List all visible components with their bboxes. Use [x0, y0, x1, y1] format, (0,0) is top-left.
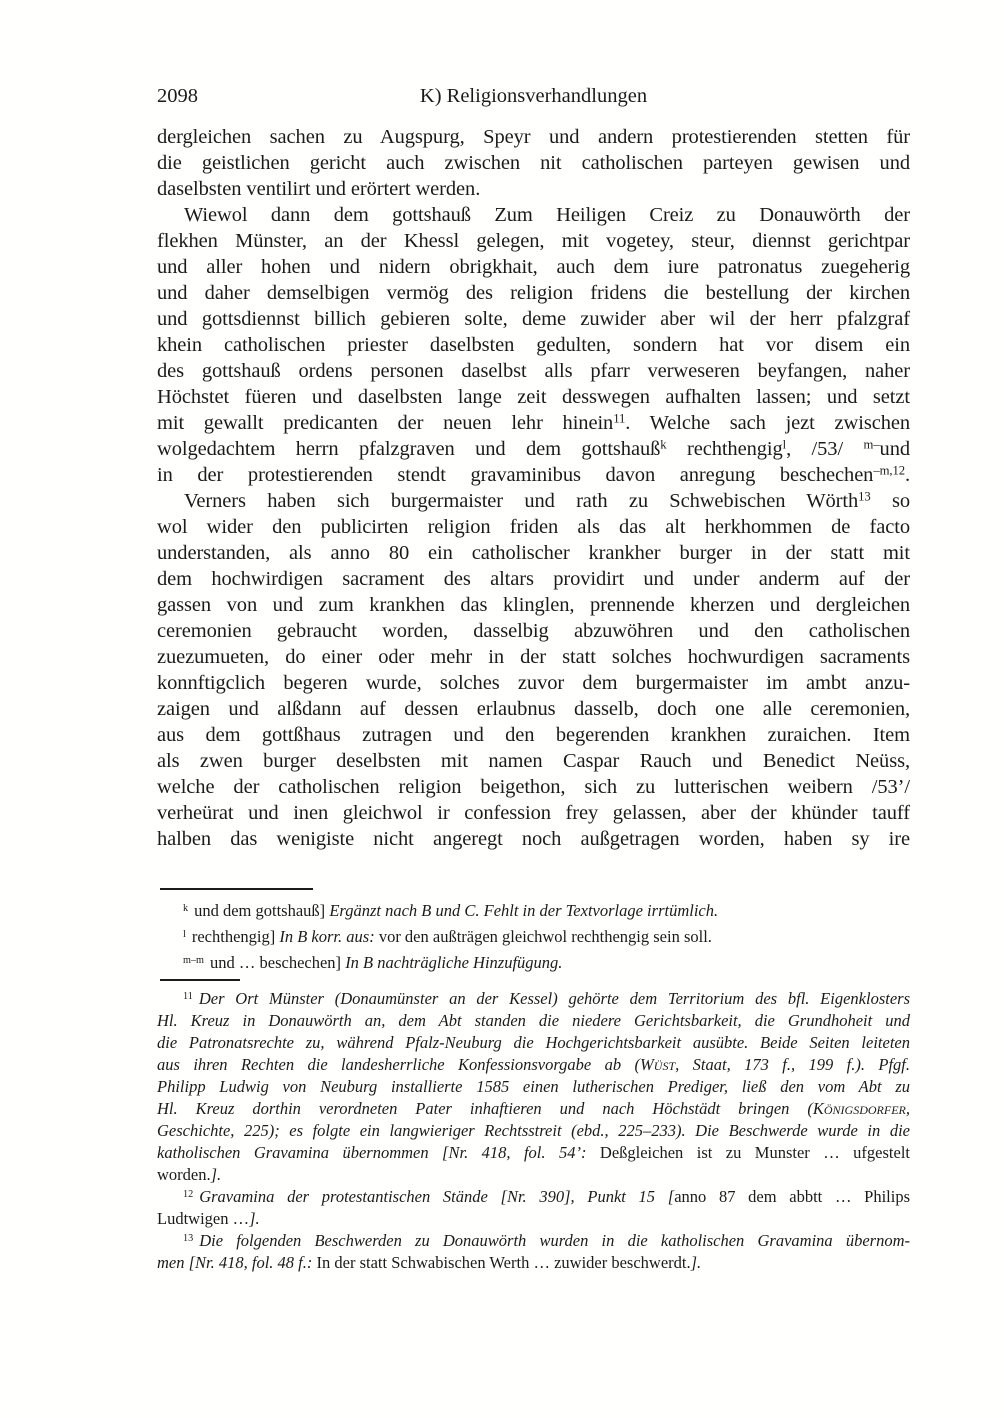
text-line — [157, 1142, 910, 1164]
text-segment: daselbsten ventilirt und erörtert werden. — [157, 178, 481, 200]
text-segment: Gravamina der protestantischen Stände [Nr. 390], Punkt 15 [ — [199, 1187, 675, 1206]
text-segment: katholischen Gravamina übernommen [Nr. 418, fol. 54’: — [157, 1143, 600, 1162]
text-line — [157, 898, 910, 924]
text-line — [157, 950, 910, 976]
text-segment: und — [879, 438, 910, 460]
text-segment: aus dem gottßhaus zutragen und den begerenden krankhen zuraichen. Item — [157, 724, 910, 746]
text-segment: und dem gottshauß] — [194, 901, 330, 920]
text-segment: Der Ort Münster (Donaumünster an der Kessel) gehörte dem Territorium des bfl. Eigenklosters — [198, 989, 910, 1008]
text-line — [157, 1164, 910, 1186]
paragraph — [157, 124, 910, 202]
text-line — [157, 1054, 910, 1076]
text-segment: des gottshauß ordens personen daselbst alls pfarr verweseren beyfangen, naher — [157, 360, 910, 382]
text-segment: die Patronatsrechte zu, während Pfalz-Neuburg die Hochgerichtsbarkeit ausübte. Beide Seiten leiteten — [157, 1033, 910, 1052]
footnote — [157, 1186, 910, 1230]
text-segment: ceremonien gebraucht worden, dasselbig abzuwöhren und den catholischen — [157, 620, 910, 642]
text-segment: welche der catholischen religion beigethon, sich zu lutterischen weibern /53’/ — [157, 776, 910, 798]
text-segment: Ludtwigen … — [157, 1209, 250, 1228]
superscript-note-ref: m– — [863, 437, 880, 452]
text-line — [157, 924, 910, 950]
text-line — [157, 722, 910, 748]
text-segment: Philipp Ludwig von Neuburg installierte 1585 einen lutherischen Prediger, ließ den vom Abt zu — [157, 1077, 910, 1096]
superscript-note-ref: k — [660, 437, 667, 452]
text-segment: . Welche sach jezt zwischen — [625, 412, 910, 434]
text-line — [157, 410, 910, 436]
text-line — [157, 1186, 910, 1208]
text-line — [157, 228, 910, 254]
text-segment: Hl. Kreuz dorthin verordneten Pater inhaftieren und nach Höchstädt bringen ( — [157, 1099, 813, 1118]
text-line — [157, 514, 910, 540]
text-segment: Wiewol dann dem gottshauß Zum Heiligen Creiz zu Donauwörth der — [184, 204, 910, 226]
text-segment: und gottsdiennst billich gebieren solte, deme zuwider aber wil der herr pfalzgraf — [157, 308, 910, 330]
text-line — [157, 1010, 910, 1032]
text-line — [157, 566, 910, 592]
text-segment: , /53/ — [786, 438, 864, 460]
text-line — [157, 1208, 910, 1230]
critical-apparatus — [157, 898, 910, 976]
text-segment: men [Nr. 418, fol. 48 f.: — [157, 1253, 317, 1272]
text-segment: In B korr. aus: — [279, 927, 379, 946]
text-line — [157, 670, 910, 696]
text-segment: gassen von und zum krankhen das klinglen, prennende kherzen und dergleichen — [157, 594, 910, 616]
text-segment: halben das wenigiste nicht angeregt noch außgetragen worden, haben sy ire — [157, 828, 910, 850]
superscript-note-ref: 13 — [858, 489, 871, 504]
superscript-note-ref: 11 — [613, 411, 626, 426]
superscript-note-ref: 11 — [183, 990, 193, 1002]
superscript-note-ref: 13 — [183, 1232, 194, 1244]
text-line — [157, 748, 910, 774]
page-number: 2098 — [157, 85, 198, 107]
text-line — [157, 384, 910, 410]
text-segment: ]. — [249, 1209, 260, 1228]
text-line — [157, 150, 910, 176]
text-line — [157, 306, 910, 332]
text-segment: aus ihren Rechten die landesherrliche Konfessionsvorgabe ab ( — [157, 1055, 641, 1074]
text-segment: verheürat und inen gleichwol ir confession frey gelassen, aber der khünder tauff — [157, 802, 910, 824]
apparatus-separator-rule — [160, 888, 313, 890]
text-segment: . — [904, 464, 910, 486]
text-segment: konnftigclich begeren wurde, solches zuvor dem burgermaister im ambt anzu- — [157, 672, 910, 694]
text-segment: Geschichte, 225); es folgte ein langwieriger Rechtsstreit (ebd., 225–233). Die Beschwerde wurde in die — [157, 1121, 910, 1140]
text-line — [157, 436, 910, 462]
text-line — [157, 332, 910, 358]
paragraph — [157, 202, 910, 488]
text-segment: Die folgenden Beschwerden zu Donauwörth wurden in die katholischen Gravamina übernom- — [199, 1231, 910, 1250]
footnote — [157, 988, 910, 1186]
superscript-note-ref: l — [782, 437, 787, 452]
text-segment: wolgedachtem herrn pfalzgraven und dem gottshauß — [157, 438, 661, 460]
text-line — [157, 988, 910, 1010]
text-segment: In der statt Schwabischen Werth … zuwider beschwerdt. — [316, 1253, 691, 1272]
text-segment: wol wider den publicirten religion friden als das alt herkhommen de facto — [157, 516, 910, 538]
text-segment: ]. — [690, 1253, 702, 1272]
text-line — [157, 826, 910, 852]
text-line — [157, 618, 910, 644]
text-segment: Ergänzt nach B und C. Fehlt in der Textvorlage irrtümlich. — [329, 901, 719, 920]
text-line — [157, 1120, 910, 1142]
footnote-separator-rule — [160, 979, 240, 981]
text-segment: Höchstet füeren und daselbsten lange zeit desswegen aufhalten lassen; und setzt — [157, 386, 910, 408]
text-segment: zuezumueten, do einer oder mehr in der statt solches hochwurdigen sacraments — [157, 646, 910, 668]
text-segment: khein catholischen priester daselbsten gedulten, sondern hat vor disem ein — [157, 334, 910, 356]
text-line — [157, 280, 910, 306]
text-line — [157, 540, 910, 566]
text-line — [157, 202, 910, 228]
text-segment: Hl. Kreuz in Donauwörth an, dem Abt standen die niedere Gerichtsbarkeit, die Grundhoheit und — [157, 1011, 910, 1030]
text-segment: zaigen und alßdann auf dessen erlaubnus dasselb, doch one alle ceremonien, — [157, 698, 910, 720]
text-line — [157, 1252, 910, 1274]
text-segment: als zwen burger deselbsten mit namen Caspar Rauch und Benedict Neüss, — [157, 750, 910, 772]
text-segment: vor den außträgen gleichwol rechthengig sein soll. — [378, 927, 712, 946]
text-segment: rechthengig] — [191, 927, 280, 946]
text-line — [157, 358, 910, 384]
text-segment: Verners haben sich burgermaister und rath zu Schwebischen Wörth — [184, 490, 859, 512]
text-segment: rechthengig — [666, 438, 783, 460]
text-line — [157, 176, 910, 202]
text-line — [157, 1032, 910, 1054]
text-line — [157, 254, 910, 280]
text-line — [157, 800, 910, 826]
text-segment: , — [905, 1099, 910, 1118]
text-segment: und aller hohen und nidern obrigkhait, auch dem iure patronatus zuegeherig — [157, 256, 910, 278]
text-segment: , Staat, 173 f., 199 f.). Pfgf. — [675, 1055, 910, 1074]
text-segment: ]. — [210, 1165, 222, 1184]
superscript-note-ref: m–m — [183, 954, 205, 966]
text-line — [157, 488, 910, 514]
footnote — [157, 1230, 910, 1274]
text-line — [157, 1230, 910, 1252]
main-text — [157, 124, 910, 852]
text-segment: Wüst — [640, 1055, 676, 1074]
text-segment: so — [870, 490, 910, 512]
text-segment: und … beschechen] — [210, 953, 346, 972]
text-line — [157, 696, 910, 722]
text-line — [157, 124, 910, 150]
text-block — [157, 83, 910, 1274]
text-segment: die geistlichen gericht auch zwischen nit catholischen parteyen gewisen und — [157, 152, 910, 174]
text-line — [157, 462, 910, 488]
superscript-note-ref: –m,12 — [873, 463, 905, 478]
text-line — [157, 774, 910, 800]
text-line — [157, 1098, 910, 1120]
text-segment: und daher demselbigen vermög des religion fridens die bestellung der kirchen — [157, 282, 910, 304]
text-segment: anno 87 dem abbtt … Philips — [674, 1187, 911, 1206]
text-line — [157, 592, 910, 618]
text-line — [157, 644, 910, 670]
superscript-note-ref: l — [183, 928, 186, 940]
text-segment: mit gewallt predicanten der neuen lehr hinein — [157, 412, 614, 434]
text-segment: Deßgleichen ist zu Munster … ufgestelt — [599, 1143, 910, 1162]
page-header — [157, 83, 910, 109]
superscript-note-ref: 12 — [183, 1188, 194, 1200]
footnotes — [157, 988, 910, 1274]
text-segment: dergleichen sachen zu Augspurg, Speyr und andern protestierenden stetten für — [157, 126, 910, 148]
text-segment: worden. — [157, 1165, 211, 1184]
text-segment: Königsdorfer — [812, 1099, 906, 1118]
text-line — [157, 1076, 910, 1098]
text-segment: dem hochwirdigen sacrament des altars providirt und under anderm auf der — [157, 568, 910, 590]
text-segment: flekhen Münster, an der Khessl gelegen, mit vogetey, steur, diennst gerichtpar — [157, 230, 910, 252]
text-segment: in der protestierenden stendt gravaminibus davon anregung beschechen — [157, 464, 874, 486]
running-head: K) Religionsverhandlungen — [419, 85, 648, 107]
paragraph — [157, 488, 910, 852]
text-segment: understanden, als anno 80 ein catholischer krankher burger in der statt mit — [157, 542, 910, 564]
text-segment: In B nachträgliche Hinzufügung. — [345, 953, 563, 972]
superscript-note-ref: k — [183, 902, 189, 914]
